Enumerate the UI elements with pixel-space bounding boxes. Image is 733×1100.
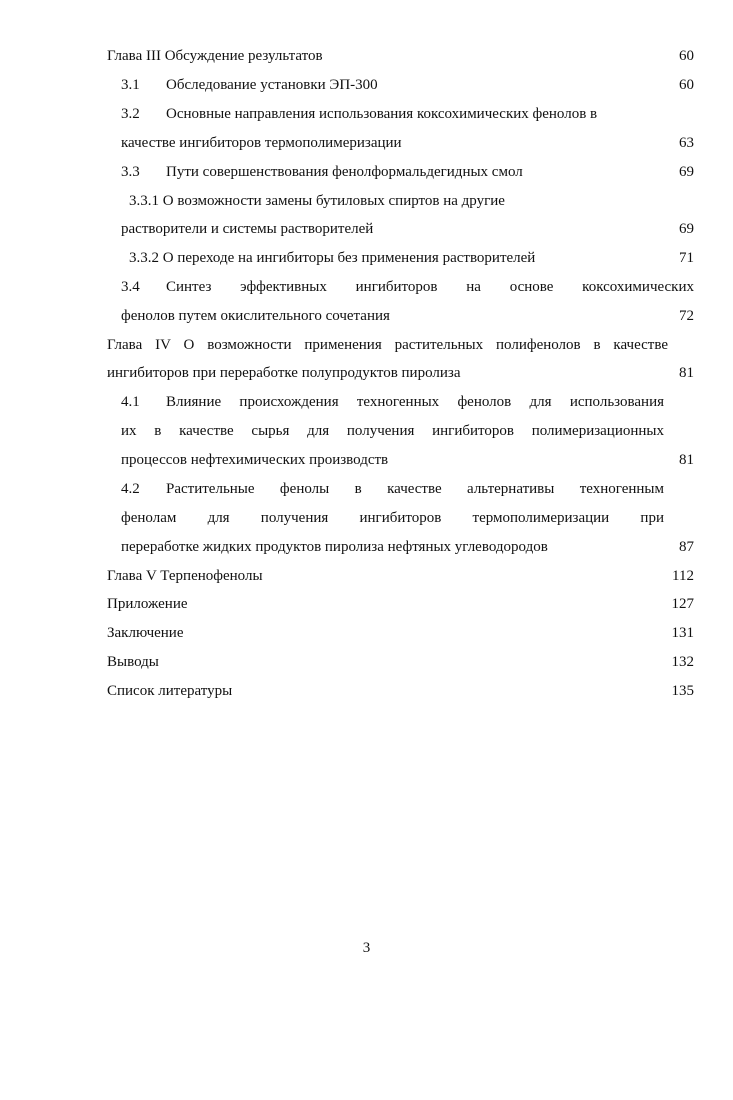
toc-entry-title-line-1: 3.3.1 О возможности замены бутиловых спиртов на другие [129, 193, 505, 209]
toc-entry-3-4 [107, 276, 694, 298]
toc-entry-title-line-2: фенолам для получения ингибиторов термополимеризации при [121, 510, 664, 526]
toc-entry-title: Пути совершенствования фенолформальдегидных смол [166, 164, 523, 180]
toc-entry-4-2-cont-2 [107, 536, 694, 558]
toc-entry-findings [107, 651, 694, 673]
toc-entry-number: 3.3 [121, 164, 140, 180]
toc-entry-3-3-1 [107, 190, 694, 212]
toc-entry-page: 72 [679, 308, 694, 324]
toc-entry-4-1-cont-1 [107, 420, 694, 442]
toc-entry-page: 60 [679, 77, 694, 93]
toc-entry-title-line-2: качестве ингибиторов термополимеризации [121, 135, 402, 151]
toc-entry-title-line-2: растворители и системы растворителей [121, 221, 374, 237]
toc-entry-title-line-2: их в качестве сырья для получения ингибиторов полимеризационных [121, 423, 664, 439]
toc-entry-page: 69 [679, 164, 694, 180]
toc-entry-page: 132 [671, 654, 694, 670]
page-number: 3 [362, 940, 371, 956]
toc-entry-3-3-1-cont [107, 218, 694, 240]
toc-entry-3-2 [107, 103, 694, 125]
toc-entry-title: Приложение [107, 596, 188, 612]
toc-entry-title: Выводы [107, 654, 159, 670]
toc-entry-title-line-2: фенолов путем окислительного сочетания [121, 308, 390, 324]
toc-entry-3-4-cont [107, 305, 694, 327]
toc-entry-title: Обследование установки ЭП-300 [166, 77, 378, 93]
toc-entry-title-line-1: Синтез эффективных ингибиторов на основе коксохимических [166, 279, 694, 295]
toc-entry-4-1-cont-2 [107, 449, 694, 471]
toc-entry-appendix [107, 593, 694, 615]
toc-entry-4-2 [107, 478, 694, 500]
toc-entry-number: 3.4 [121, 279, 140, 295]
toc-entry-page: 63 [679, 135, 694, 151]
toc-entry-title: Глава V Терпенофенолы [107, 568, 263, 584]
toc-entry-title-line-1: Основные направления использования коксохимических фенолов в [166, 106, 598, 122]
toc-entry-chapter-3 [107, 45, 694, 67]
toc-entry-title-line-1: Растительные фенолы в качестве альтернативы техногенным [166, 481, 664, 497]
toc-entry-title-line-2: ингибиторов при переработке полупродуктов пиролиза [107, 365, 461, 381]
toc-entry-3-3-2 [107, 247, 694, 269]
toc-entry-page: 87 [679, 539, 694, 555]
toc-entry-page: 71 [679, 250, 694, 266]
toc-entry-title-line-1: Влияние происхождения техногенных фенолов для использования [166, 394, 664, 410]
toc-entry-chapter-4-cont [107, 362, 694, 384]
toc-entry-title: Заключение [107, 625, 184, 641]
toc-entry-page: 60 [679, 48, 694, 64]
toc-entry-page: 135 [671, 683, 694, 699]
toc-entry-number: 4.1 [121, 394, 140, 410]
toc-entry-title: Список литературы [107, 683, 233, 699]
toc-entry-chapter-4 [107, 334, 694, 356]
toc-entry-title: 3.3.2 О переходе на ингибиторы без применения растворителей [129, 250, 536, 266]
toc-entry-page: 69 [679, 221, 694, 237]
toc-entry-title: Глава III Обсуждение результатов [107, 48, 323, 64]
toc-entry-3-2-cont [107, 132, 694, 154]
toc-entry-title-line-1: Глава IV О возможности применения растительных полифенолов в качестве [107, 337, 668, 353]
toc-entry-page: 127 [671, 596, 694, 612]
toc-entry-3-3 [107, 161, 694, 183]
toc-entry-4-1 [107, 391, 694, 413]
toc-entry-references [107, 680, 694, 702]
toc-entry-title-line-3: переработке жидких продуктов пиролиза нефтяных углеводородов [121, 539, 548, 555]
toc-entry-number: 3.1 [121, 77, 140, 93]
toc-entry-number: 3.2 [121, 106, 140, 122]
toc-entry-conclusion [107, 622, 694, 644]
toc-entry-chapter-5 [107, 565, 694, 587]
toc-entry-4-2-cont-1 [107, 507, 694, 529]
toc-entry-page: 81 [679, 452, 694, 468]
toc-entry-3-1 [107, 74, 694, 96]
toc-entry-page: 81 [679, 365, 694, 381]
toc-entry-page: 131 [671, 625, 694, 641]
toc-entry-page: 112 [672, 568, 694, 584]
toc-entry-number: 4.2 [121, 481, 140, 497]
toc-entry-title-line-3: процессов нефтехимических производств [121, 452, 389, 468]
